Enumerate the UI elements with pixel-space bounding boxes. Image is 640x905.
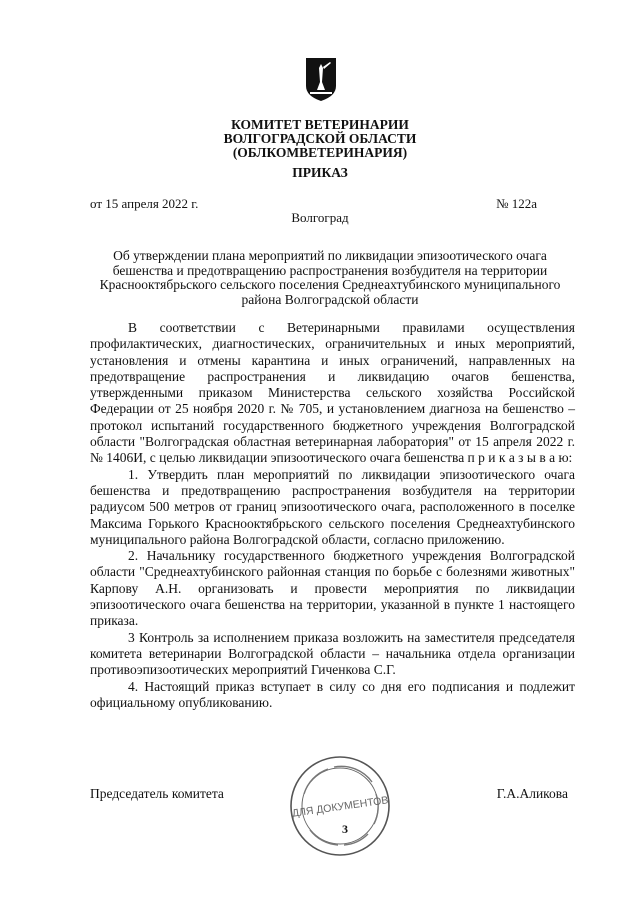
agency-name [0,118,640,160]
agency-line: КОМИТЕТ ВЕТЕРИНАРИИ [231,117,409,132]
document-body [90,320,575,711]
body-paragraph: В соответствии с Ветеринарными правилами осуществления профилактических, диагностических, ограничительных и иных мероприятий, установления и отмены карантина и иных ограничений, направленных на предотвращение распространения и ликвидацию очагов бешенства, утвержденными приказом Министерства сельского хозяйства Российской Федерации от 25 ноября 2020 г. № 705, и установлением диагноза на бешенство – протокол испытаний государственного бюджетного учреждения Волгоградской области "Волгоградская областная ветеринарная лаборатория" от 15 апреля 2022 г. № 1406И, с целью ликвидации эпизоотического очага бешенства п р и к а з ы в а ю: [90,320,575,466]
signatory-title: Председатель комитета [90,786,224,801]
body-paragraph: 1. Утвердить план мероприятий по ликвидации эпизоотического очага бешенства и предотвращению распространения возбудителя на территории радиусом 500 метров от границ эпизоотического очага, расположенного в поселке Максима Горького Краснооктябрьского сельского поселения Среднеахтубинского муниципального района Волгоградской области, согласно приложению. [90,466,575,547]
body-paragraph: 3 Контроль за исполнением приказа возложить на заместителя председателя комитета ветеринарии Волгоградской области – начальника отдела организации противоэпизоотических мероприятий Гиченкова С.Г. [90,629,575,678]
round-document-stamp-icon [288,754,392,858]
document-subject: Об утверждении плана мероприятий по ликвидации эпизоотического очага бешенства и предотвращению распространения возбудителя на территории Краснооктябрьского сельского поселения Среднеахтубинского муниципального района Волгоградской области [99,248,561,307]
stamp-number: 3 [342,822,348,836]
volgograd-coat-of-arms-icon [304,56,338,102]
signatory-name: Г.А.Аликова [496,786,568,801]
document-type: ПРИКАЗ [292,165,348,180]
agency-line: ВОЛГОГРАДСКОЙ ОБЛАСТИ [223,131,417,146]
agency-line: (ОБЛКОМВЕТЕРИНАРИЯ) [232,145,408,160]
document-city: Волгоград [291,210,349,225]
document-number: № 122а [496,196,537,211]
body-paragraph: 2. Начальнику государственного бюджетного учреждения Волгоградской области "Среднеахтубинского районная станция по борьбе с болезнями животных" Карпову А.Н. организовать и провести мероприятия по ликвидации эпизоотического очага бешенства на территории, указанной в пункте 1 настоящего приказа. [90,548,575,629]
body-paragraph: 4. Настоящий приказ вступает в силу со дня его подписания и подлежит официальному опубликованию. [90,678,575,710]
stamp-center-text: ДЛЯ ДОКУМЕНТОВ [291,794,390,820]
document-date: от 15 апреля 2022 г. [90,196,199,211]
